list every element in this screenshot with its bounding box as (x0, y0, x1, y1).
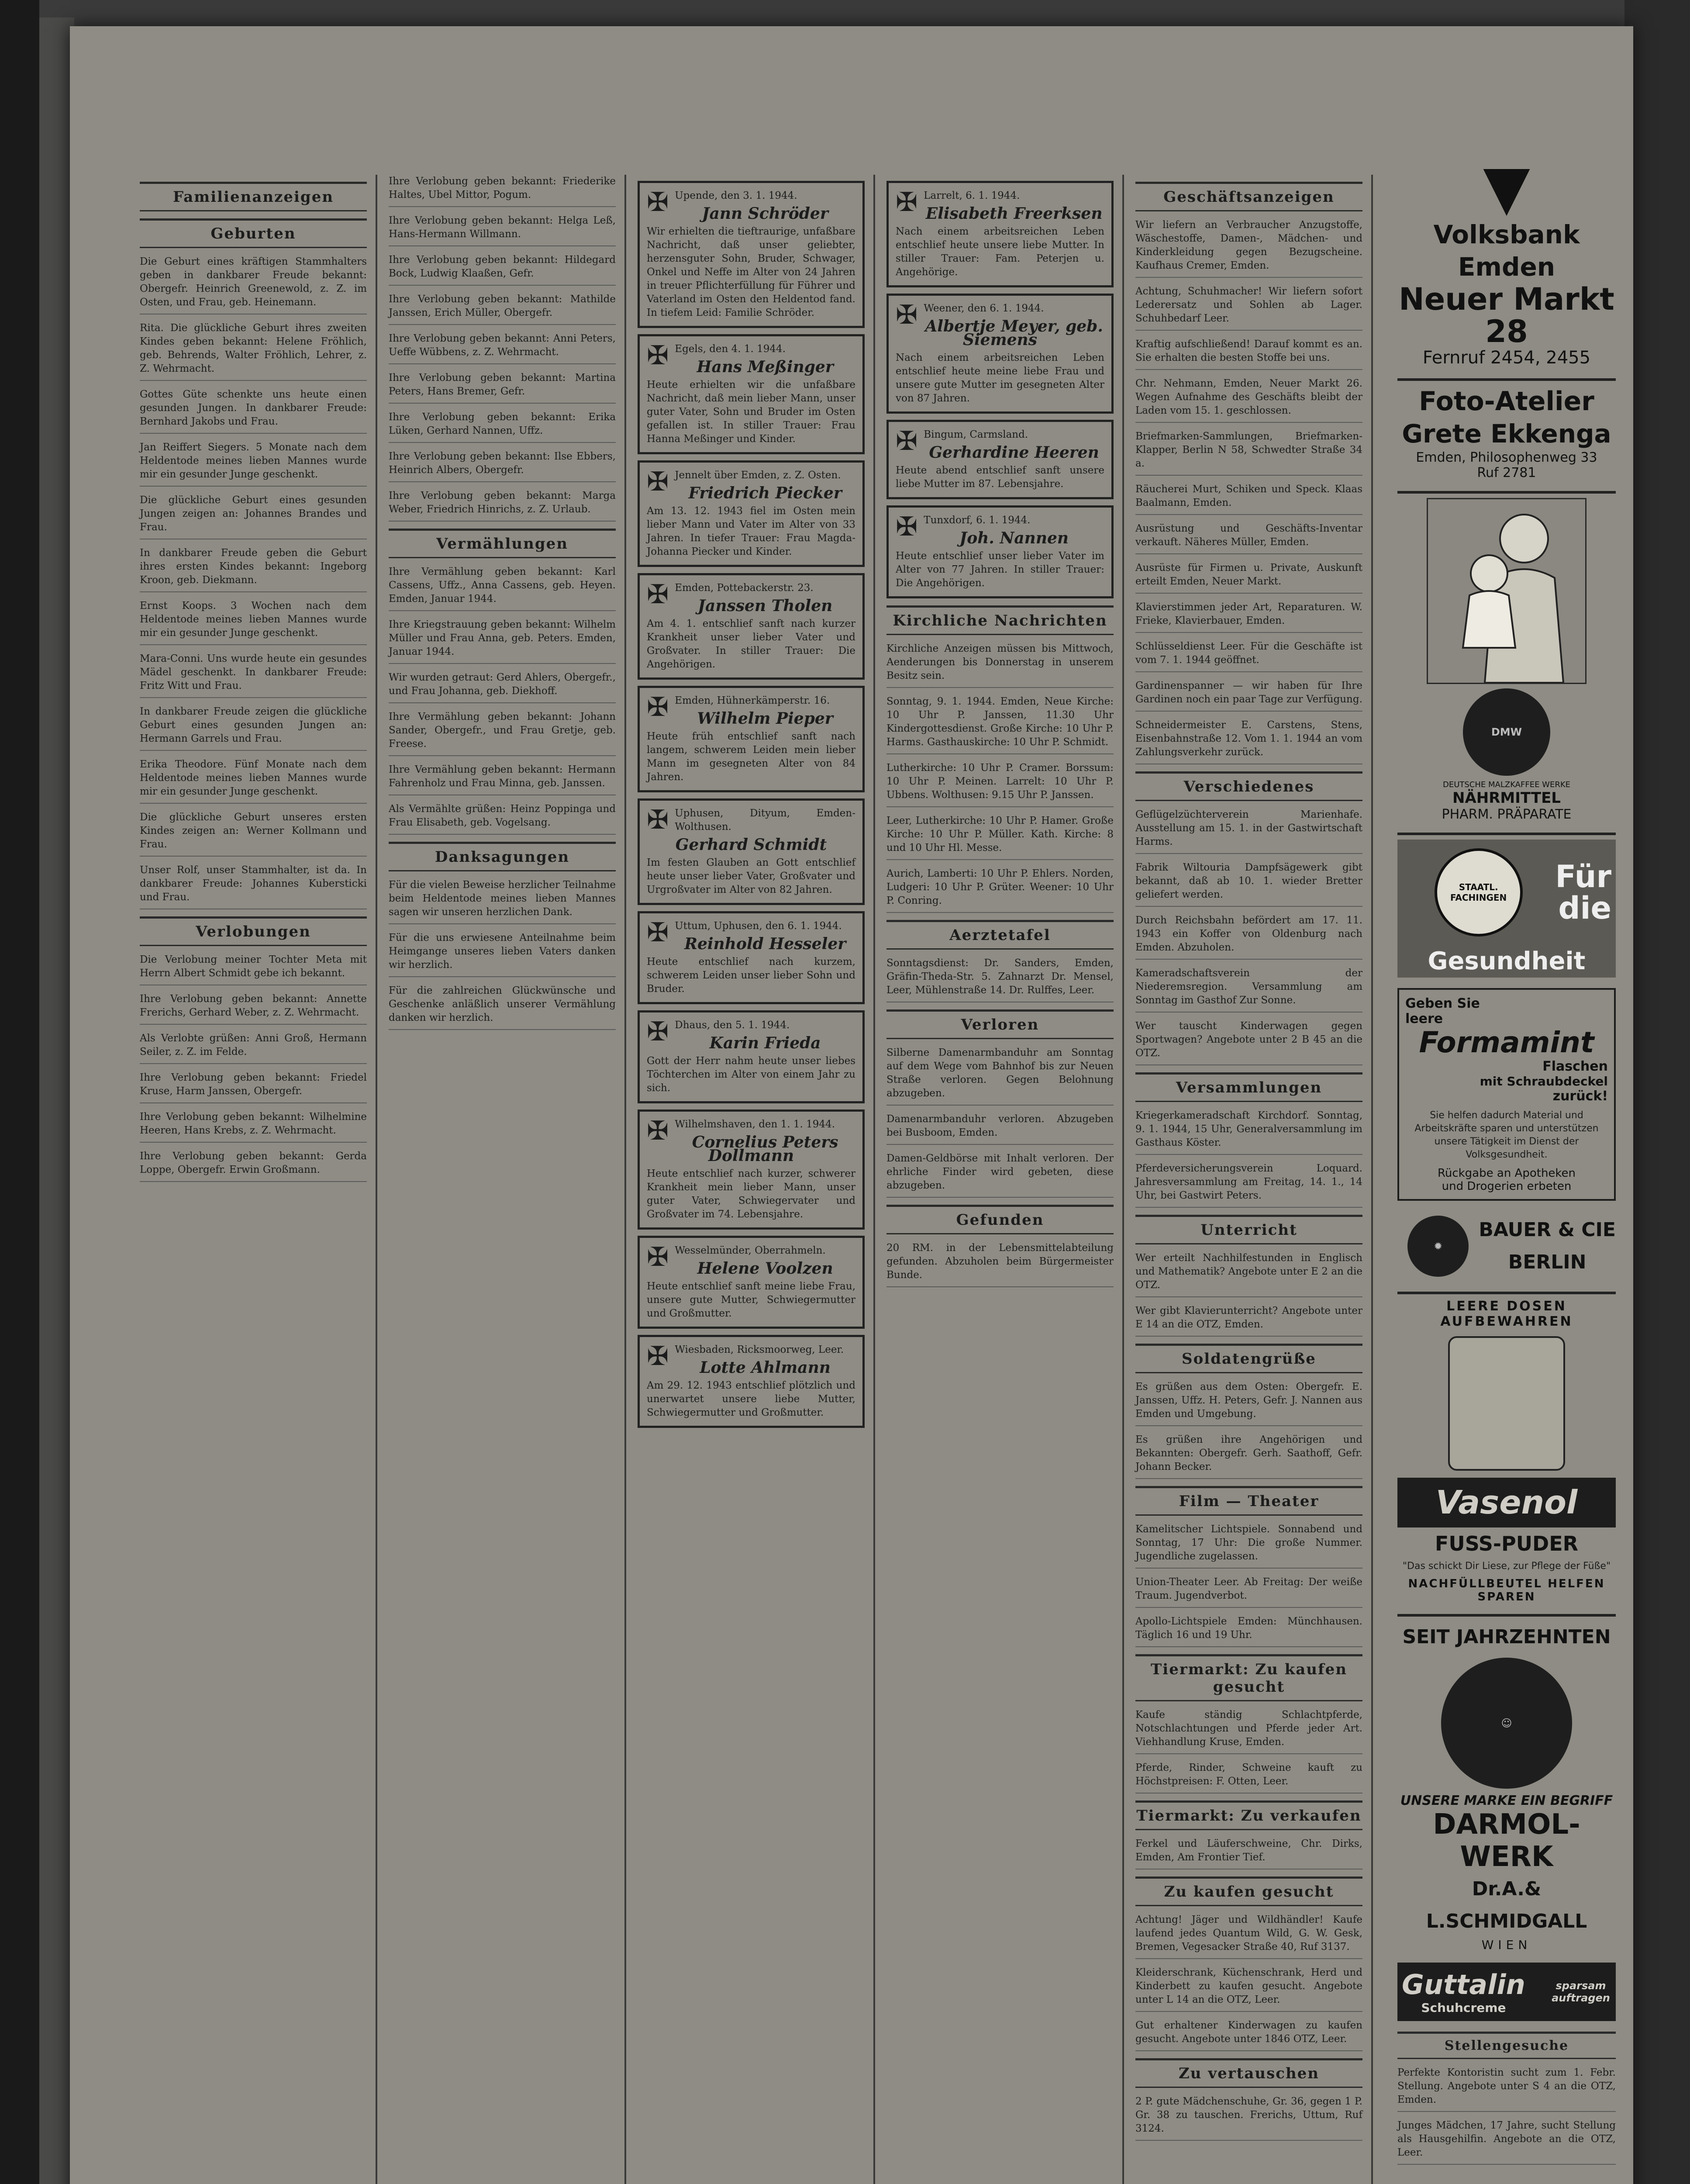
notice-text: Wir wurden getraut: Gerd Ahlers, Obergefr., und Frau Johanna, geb. Diekhoff. (389, 671, 616, 703)
notice-text: Räucherei Murt, Schiken und Speck. Klaas Baalmann, Emden. (1135, 483, 1362, 515)
notice-text: Ausrüste für Firmen u. Private, Auskunft erteilt Emden, Neuer Markt. (1135, 561, 1362, 594)
death-place: Emden, Pottebackerstr. 23. (675, 582, 814, 594)
iron-cross-icon: ✠ (647, 1116, 669, 1146)
notice-text: Kirchliche Anzeigen müssen bis Mittwoch, Aenderungen bis Donnerstag in unserem Besitz sein. (886, 642, 1114, 688)
death-name: Wilhelm Pieper (697, 709, 833, 728)
death-name: Joh. Nannen (959, 529, 1069, 547)
notice-text: Kleiderschrank, Küchenschrank, Herd und Kinderbett zu kaufen gesucht. Angebote unter L 14 an die OTZ, Leer. (1135, 1966, 1362, 2012)
section-heading: Geschäftsanzeigen (1135, 182, 1362, 211)
fachingen-slogan2: die (1558, 890, 1611, 926)
iron-cross-icon: ✠ (647, 1242, 669, 1272)
notice-text: Für die vielen Beweise herzlicher Teilnahme beim Heldentode meines lieben Mannes sagen wir unseren herzlichen Dank. (389, 878, 616, 924)
notice-text: Aurich, Lamberti: 10 Uhr P. Ehlers. Norden, Ludgeri: 10 Uhr P. Grüter. Weener: 10 Uhr P. Conring. (886, 867, 1114, 913)
fachingen-brand: STAATL. FACHINGEN (1450, 882, 1507, 903)
notice-text: Ihre Verlobung geben bekannt: Friederike Haltes, Ubel Mittor, Pogum. (389, 175, 616, 207)
notice-text: Pferdeversicherungsverein Loquard. Jahresversammlung am Freitag, 14. 1., 14 Uhr, bei Gastwirt Peters. (1135, 1162, 1362, 1208)
iron-cross-icon: ✠ (896, 187, 918, 218)
notice-text: In dankbarer Freude geben die Geburt ihres ersten Kindes bekannt: Ingeborg Kroon, geb. Diekmann. (140, 546, 367, 592)
notice-text: Ihre Verlobung geben bekannt: Anni Peters, Ueffe Wübbens, z. Z. Wehrmacht. (389, 332, 616, 364)
notice-text: Wir liefern an Verbraucher Anzugstoffe, Wäschestoffe, Damen-, Mädchen- und Kinderkleidung gegen Bezugscheine. Kaufhaus Cremer, Emden. (1135, 218, 1362, 278)
notice-text: Ferkel und Läuferschweine, Chr. Dirks, Emden, Am Frontier Tief. (1135, 1837, 1362, 1870)
death-place: Wesselmünder, Oberrahmeln. (675, 1245, 826, 1256)
death-place: Tunxdorf, 6. 1. 1944. (924, 515, 1031, 526)
notice-text: Die glückliche Geburt eines gesunden Jungen zeigen an: Johannes Brandes und Frau. (140, 494, 367, 539)
notice-text: Gottes Güte schenkte uns heute einen gesunden Jungen. In dankbarer Freude: Bernhard Jakobs und Frau. (140, 388, 367, 434)
death-text: Am 4. 1. entschlief sanft nach kurzer Krankheit unser lieber Vater und Großvater. In stiller Trauer: Die Angehörigen. (647, 618, 855, 670)
notice-text: Erika Theodore. Fünf Monate nach dem Heldentode meines lieben Mannes wurde mir ein gesunder Junge geschenkt. (140, 758, 367, 804)
death-name: Reinhold Hesseler (684, 935, 846, 953)
scanner-edge-right (1624, 0, 1690, 2184)
death-text: Nach einem arbeitsreichen Leben entschlief heute unsere liebe Mutter. In stiller Trauer: Fam. Peterjen u. Angehörige. (896, 226, 1104, 278)
notice-text: Ernst Koops. 3 Wochen nach dem Heldentode meines lieben Mannes wurde mir ein gesunder Junge geschenkt. (140, 599, 367, 645)
bauer-brand: BAUER & CIE (1479, 1219, 1616, 1241)
section-heading: Zu vertauschen (1135, 2058, 1362, 2088)
stellengesuche-list (1397, 2066, 1616, 2165)
photo-address: Emden, Philosophenweg 33 (1416, 450, 1597, 465)
notice-text: Ihre Verlobung geben bekannt: Martina Peters, Hans Bremer, Gefr. (389, 371, 616, 404)
notice-text: Chr. Nehmann, Emden, Neuer Markt 26. Wegen Aufnahme des Geschäfts bleibt der Laden vom 15. 1. geschlossen. (1135, 377, 1362, 423)
death-text: Am 29. 12. 1943 entschlief plötzlich und unerwartet unsere liebe Mutter, Schwiegermutter und Großmutter. (647, 1380, 855, 1418)
iron-cross-icon: ✠ (647, 579, 669, 610)
section-heading: Kirchliche Nachrichten (886, 605, 1114, 635)
notice-text: Sonntagsdienst: Dr. Sanders, Emden, Gräfin-Theda-Str. 5. Zahnarzt Dr. Mensel, Leer, Mühlenstraße 14. Dr. Rulffes, Leer. (886, 957, 1114, 1002)
ad-volksbank (1397, 152, 1616, 368)
scanner-edge-left (0, 0, 39, 2184)
woman-illustration-icon (1448, 1336, 1565, 1471)
guttalin-note: sparsam auftragen (1552, 1980, 1610, 2004)
notice-text: Klavierstimmen jeder Art, Reparaturen. W. Frieke, Klavierbauer, Emden. (1135, 601, 1362, 633)
mother-child-icon (1428, 499, 1585, 683)
death-place: Weener, den 6. 1. 1944. (924, 303, 1044, 314)
section-heading: Verlobungen (140, 916, 367, 946)
notice-text: Briefmarken-Sammlungen, Briefmarken-Klapper, Berlin N 58, Schwedter Straße 34 a. (1135, 430, 1362, 476)
formamint-foot1: Rückgabe an Apotheken (1437, 1167, 1576, 1180)
ad-guttalin (1397, 1963, 1616, 2021)
notice-text: Silberne Damenarmbanduhr am Sonntag auf dem Wege vom Bahnhof bis zur Neuen Straße verloren. Gegen Belohnung abzugeben. (886, 1046, 1114, 1106)
notice-text: Es grüßen ihre Angehörigen und Bekannten: Obergefr. Gerh. Saathoff, Gefr. Johann Becker. (1135, 1433, 1362, 1479)
notice-text: Union-Theater Leer. Ab Freitag: Der weiße Traum. Jugendverbot. (1135, 1576, 1362, 1608)
death-text: Heute entschlief nach kurzem, schwerem Leiden unser lieber Sohn und Bruder. (647, 956, 855, 995)
notice-text: Achtung, Schuhmacher! Wir liefern sofort Lederersatz und Sohlen ab Lager. Schuhbedarf Leer. (1135, 285, 1362, 331)
death-text: Heute entschlief unser lieber Vater im Alter von 77 Jahren. In stiller Trauer: Die Angehörigen. (896, 550, 1104, 589)
death-place: Larrelt, 6. 1. 1944. (924, 190, 1020, 201)
death-notice (638, 181, 865, 328)
death-place: Jennelt über Emden, z. Z. Osten. (675, 470, 841, 481)
death-notice (638, 1335, 865, 1428)
stellengesuch-text: Junges Mädchen, 17 Jahre, sucht Stellung als Hausgehilfin. Angebote an die OTZ, Leer. (1397, 2119, 1616, 2165)
section-heading: Verschiedenes (1135, 771, 1362, 801)
mother-child-illustration (1427, 498, 1587, 684)
darmol-arc: UNSERE MARKE EIN BEGRIFF (1400, 1793, 1613, 1808)
notice-text: Pferde, Rinder, Schweine kauft zu Höchstpreisen: F. Otten, Leer. (1135, 1761, 1362, 1794)
death-text: Heute abend entschlief sanft unsere liebe Mutter im 87. Lebensjahre. (896, 465, 1104, 490)
death-name: Gerhard Schmidt (675, 836, 827, 854)
formamint-t3: zurück! (1552, 1089, 1608, 1104)
notice-text: Wer tauscht Kinderwagen gegen Sportwagen? Angebote unter 2 B 45 an die OTZ. (1135, 1019, 1362, 1065)
notice-text: Jan Reiffert Siegers. 5 Monate nach dem Heldentode meines lieben Mannes wurde mir ein gesunder Junge geschenkt. (140, 441, 367, 487)
death-notice (638, 573, 865, 680)
iron-cross-icon: ✠ (647, 1341, 669, 1372)
notice-text: Schneidermeister E. Carstens, Stens, Eisenbahnstraße 12. Vom 1. 1. 1944 an vom Zahlungsverkehr zurück. (1135, 719, 1362, 764)
photo-line1: Foto-Atelier (1419, 386, 1594, 417)
notice-text: Die glückliche Geburt unseres ersten Kindes zeigen an: Werner Kollmann und Frau. (140, 811, 367, 857)
notice-text: Geflügelzüchterverein Marienhafe. Ausstellung am 15. 1. in der Gastwirtschaft Harms. (1135, 808, 1362, 854)
death-text: Heute entschlief sanft meine liebe Frau, unsere gute Mutter, Schwiegermutter und Großmutter. (647, 1281, 855, 1319)
death-place: Dhaus, den 5. 1. 1944. (675, 1019, 790, 1031)
notice-text: Die Verlobung meiner Tochter Meta mit Herrn Albert Schmidt gebe ich bekannt. (140, 953, 367, 985)
column-2 (380, 175, 626, 2184)
notice-text: Ihre Verlobung geben bekannt: Gerda Loppe, Obergefr. Erwin Großmann. (140, 1150, 367, 1182)
notice-text: 2 P. gute Mädchenschuhe, Gr. 36, gegen 1 P. Gr. 38 zu tauschen. Frerichs, Uttum, Ruf 3124. (1135, 2095, 1362, 2141)
death-name: Cornelius Peters Dollmann (692, 1133, 838, 1165)
notice-text: Ihre Verlobung geben bekannt: Helga Leß, Hans-Hermann Willmann. (389, 214, 616, 246)
death-notice (886, 420, 1114, 499)
notice-text: Damenarmbanduhr verloren. Abzugeben bei Busboom, Emden. (886, 1113, 1114, 1145)
notice-text: Die Geburt eines kräftigen Stammhalters geben in dankbarer Freude bekannt: Obergefr. Heinrich Greenewold, z. Z. im Osten, und Frau, geb. Heinemann. (140, 255, 367, 314)
col5-sections (1135, 182, 1362, 2141)
death-text: Nach einem arbeitsreichen Leben entschlief heute meine liebe Frau und unsere gute Mutter im gesegneten Alter von 87 Jahren. (896, 352, 1104, 404)
section-heading: Film — Theater (1135, 1486, 1362, 1516)
section-heading: Vermählungen (389, 529, 616, 558)
death-name: Gerhardine Heeren (929, 443, 1099, 462)
formamint-intro1: Geben Sie (1405, 996, 1480, 1011)
death-name: Friedrich Piecker (688, 484, 842, 502)
section-heading: Unterricht (1135, 1215, 1362, 1244)
dmw-badge-icon (1463, 688, 1550, 776)
notice-text: 20 RM. in der Lebensmittelabteilung gefunden. Abzuholen beim Bürgermeister Bunde. (886, 1241, 1114, 1287)
col1-sections (140, 218, 367, 1182)
death-notice (886, 505, 1114, 598)
section-heading: Geburten (140, 218, 367, 248)
iron-cross-icon: ✠ (647, 692, 669, 722)
notice-text: Ihre Kriegstrauung geben bekannt: Wilhelm Müller und Frau Anna, geb. Peters. Emden, Januar 1944. (389, 618, 616, 664)
notice-text: Sonntag, 9. 1. 1944. Emden, Neue Kirche: 10 Uhr P. Janssen, 11.30 Uhr Kindergottesdienst. Große Kirche: 10 Uhr P. Harms. Gasthauskirche: 10 Uhr P. Schmidt. (886, 695, 1114, 754)
naehrmittel-brand: DEUTSCHE MALZKAFFEE WERKE (1442, 780, 1571, 789)
bauer-city: BERLIN (1508, 1251, 1587, 1273)
death-notice (638, 334, 865, 454)
notice-text: Kaufe ständig Schlachtpferde, Notschlachtungen und Pferde jeder Art. Viehhandlung Kruse, Emden. (1135, 1708, 1362, 1754)
ad-fachingen (1397, 840, 1616, 945)
notice-text: Lutherkirche: 10 Uhr P. Cramer. Borssum: 10 Uhr P. Meinen. Larrelt: 10 Uhr P. Ubbens. Wolthusen: 9.15 Uhr P. Janssen. (886, 761, 1114, 807)
col4-sections (886, 605, 1114, 1287)
death-notice (638, 911, 865, 1004)
bauer-sun-logo-icon: ✹ (1407, 1216, 1469, 1277)
ad-darmol (1397, 1621, 1616, 1952)
death-notice (638, 798, 865, 905)
section-heading: Versammlungen (1135, 1072, 1362, 1102)
death-place: Wilhelmshaven, den 1. 1. 1944. (675, 1119, 835, 1130)
divider (1397, 1614, 1616, 1617)
ad-vasenol (1397, 1299, 1616, 1603)
section-heading: Gefunden (886, 1205, 1114, 1234)
death-text: Heute erhielten wir die unfaßbare Nachricht, daß mein lieber Mann, unser guter Vater, Sohn und Bruder im Osten gefallen ist. In stiller Trauer: Frau Hanna Meßinger und Kinder. (647, 379, 855, 445)
formamint-intro2: leere (1405, 1011, 1443, 1026)
death-text: Wir erhielten die tieftraurige, unfaßbare Nachricht, daß unser geliebter, herzensguter Sohn, Bruder, Schwager, Onkel und Neffe im Alter von 24 Jahren in treuer Pflichterfüllung für Führer und Vaterland im Osten den Heldentod fand. In tiefem Leid: Familie Schröder. (647, 226, 855, 318)
death-text: Heute früh entschlief sanft nach langem, schwerem Leiden mein lieber Mann im gesegneten Alter von 84 Jahren. (647, 731, 855, 783)
notice-text: Durch Reichsbahn befördert am 17. 11. 1943 ein Koffer von Oldenburg nach Emden. Abzuholen. (1135, 914, 1362, 960)
death-place: Upende, den 3. 1. 1944. (675, 190, 797, 201)
darmol-owner: Dr.A.& L.SCHMIDGALL (1426, 1878, 1587, 1932)
section-heading: Tiermarkt: Zu kaufen gesucht (1135, 1654, 1362, 1701)
col2-sections (389, 175, 616, 1030)
ad-foto-atelier (1397, 385, 1616, 480)
vasenol-brand: Vasenol (1397, 1478, 1616, 1527)
column-3 (629, 175, 875, 2184)
iron-cross-icon: ✠ (647, 917, 669, 948)
column-1 (131, 175, 377, 2184)
death-place: Bingum, Carmsland. (924, 429, 1028, 440)
divider (1397, 491, 1616, 494)
section-heading: Soldatengrüße (1135, 1344, 1362, 1373)
death-name: Helene Voolzen (697, 1259, 833, 1278)
death-place: Uttum, Uphusen, den 6. 1. 1944. (675, 920, 842, 932)
notice-text: Kraftig aufschließend! Darauf kommt es an. Sie erhalten die besten Stoffe bei uns. (1135, 338, 1362, 370)
notice-text: Ihre Verlobung geben bekannt: Mathilde Janssen, Erich Müller, Obergefr. (389, 293, 616, 325)
darmol-city: WIEN (1481, 1938, 1532, 1952)
divider (1397, 833, 1616, 835)
notice-text: Ihre Vermählung geben bekannt: Johann Sander, Obergefr., und Frau Gretje, geb. Freese. (389, 710, 616, 756)
divider (1397, 1292, 1616, 1294)
darmol-brand: DARMOL-WERK (1433, 1808, 1580, 1873)
notice-text: Wer gibt Klavierunterricht? Angebote unter E 14 an die OTZ, Emden. (1135, 1304, 1362, 1337)
iron-cross-icon: ✠ (896, 426, 918, 456)
death-name: Karin Frieda (709, 1034, 821, 1052)
col4-deaths (886, 181, 1114, 598)
section-heading: Zu kaufen gesucht (1135, 1876, 1362, 1906)
section-heading: Danksagungen (389, 842, 616, 871)
iron-cross-icon: ✠ (896, 300, 918, 330)
notice-text: Kriegerkameradschaft Kirchdorf. Sonntag, 9. 1. 1944, 15 Uhr, Generalversammlung im Gasthaus Köster. (1135, 1109, 1362, 1155)
photo-ruf: Ruf 2781 (1477, 465, 1536, 480)
naehrmittel-sub: PHARM. PRÄPARATE (1442, 807, 1572, 822)
page-content (131, 140, 1616, 2184)
iron-cross-icon: ✠ (647, 187, 669, 218)
notice-text: Leer, Lutherkirche: 10 Uhr P. Hamer. Große Kirche: 10 Uhr P. Müller. Kath. Kirche: 8 und 10 Uhr Hl. Messe. (886, 814, 1114, 860)
vasenol-arc: LEERE DOSEN AUFBEWAHREN (1440, 1299, 1573, 1329)
notice-text: Ihre Verlobung geben bekannt: Wilhelmine Heeren, Hans Krebs, z. Z. Wehrmacht. (140, 1110, 367, 1143)
fachingen-seal-icon (1435, 848, 1523, 936)
section-heading: Aerztetafel (886, 920, 1114, 950)
death-name: Hans Meßinger (697, 358, 834, 376)
notice-text: Unser Rolf, unser Stammhalter, ist da. In dankbarer Freude: Johannes Kubersticki und Frau. (140, 864, 367, 909)
notice-text: Wer erteilt Nachhilfestunden in Englisch und Mathematik? Angebote unter E 2 an die OTZ. (1135, 1251, 1362, 1297)
death-text: Gott der Herr nahm heute unser liebes Töchterchen im Alter von einem Jahr zu sich. (647, 1055, 855, 1094)
fachingen-slogan1: Für (1555, 859, 1611, 895)
iron-cross-icon: ✠ (896, 511, 918, 542)
notice-text: Schlüsseldienst Leer. Für die Geschäfte ist vom 7. 1. 1944 geöffnet. (1135, 640, 1362, 672)
death-name: Jann Schröder (702, 204, 828, 223)
notice-text: Ihre Verlobung geben bekannt: Annette Frerichs, Gerhard Weber, z. Z. Wehrmacht. (140, 992, 367, 1025)
notice-text: Als Verlobte grüßen: Anni Groß, Hermann Seiler, z. Z. im Felde. (140, 1032, 367, 1064)
notice-text: Fabrik Wiltouria Dampfsägewerk gibt bekannt, daß ab 10. 1. wieder Bretter geliefert werden. (1135, 861, 1362, 907)
notice-text: Für die zahlreichen Glückwünsche und Geschenke anläßlich unserer Vermählung danken wir herzlich. (389, 984, 616, 1030)
iron-cross-icon: ✠ (647, 467, 669, 497)
notice-text: Achtung! Jäger und Wildhändler! Kaufe laufend jedes Quantum Wild, G. W. Gesk, Bremen, Vegesacker Straße 40, Ruf 3137. (1135, 1913, 1362, 1959)
guttalin-sub: Schuhcreme (1421, 2001, 1506, 2015)
vasenol-arc2: NACHFÜLLBEUTEL HELFEN SPAREN (1408, 1577, 1605, 1603)
notice-text: Damen-Geldbörse mit Inhalt verloren. Der ehrliche Finder wird gebeten, diese abzugeben. (886, 1152, 1114, 1198)
notice-text: Ihre Vermählung geben bekannt: Hermann Fahrenholz und Frau Minna, geb. Janssen. (389, 763, 616, 795)
formamint-t1: Flaschen (1542, 1059, 1608, 1074)
ad-bauer (1397, 1211, 1616, 1281)
naehrmittel-line: NÄHRMITTEL (1452, 789, 1561, 807)
death-place: Emden, Hühnerkämperstr. 16. (675, 695, 830, 706)
page-stack-edge (39, 17, 74, 2184)
death-notice (886, 181, 1114, 287)
vasenol-product: FUSS-PUDER (1435, 1532, 1579, 1555)
notice-text: Rita. Die glückliche Geburt ihres zweiten Kindes geben bekannt: Helene Fröhlich, geb. Behrends, Walter Fröhlich, Lehrer, z. Z. Wehrmacht. (140, 321, 367, 381)
notice-text: Kameradschaftsverein der Niederemsregion. Versammlung am Sonntag im Gasthof Zur Sonne. (1135, 967, 1362, 1013)
notice-text: Gut erhaltener Kinderwagen zu kaufen gesucht. Angebote unter 1846 OTZ, Leer. (1135, 2019, 1362, 2051)
ad-naehrmittel (1397, 498, 1616, 822)
death-name: Elisabeth Freerksen (925, 204, 1103, 223)
guttalin-brand: Guttalin (1402, 1969, 1525, 2001)
column-5 (1127, 175, 1373, 2184)
iron-cross-icon: ✠ (647, 805, 669, 835)
fachingen-slogan3: Gesundheit (1397, 945, 1616, 978)
volksbank-address: Neuer Markt 28 (1399, 281, 1614, 349)
notice-text: Ihre Verlobung geben bekannt: Friedel Kruse, Harm Janssen, Obergefr. (140, 1071, 367, 1103)
notice-text: Ihre Verlobung geben bekannt: Marga Weber, Friedrich Hinrichs, z. Z. Urlaub. (389, 489, 616, 522)
section-title-familienanzeigen: Familienanzeigen (140, 182, 367, 211)
volksbank-name: Volksbank Emden (1433, 220, 1580, 282)
death-text: Im festen Glauben an Gott entschlief heute unser lieber Vater, Großvater und Urgroßvater im Alter von 82 Jahren. (647, 857, 855, 895)
death-notice (638, 686, 865, 792)
dmw-badge: DMW (1491, 726, 1522, 738)
volksbank-phone: Fernruf 2454, 2455 (1422, 348, 1591, 368)
darmol-chimney-sweep-icon: ☺ (1441, 1658, 1572, 1789)
stellengesuch-text: Perfekte Kontoristin sucht zum 1. Febr. Stellung. Angebote unter S 4 an die OTZ, Emden. (1397, 2066, 1616, 2112)
col3-deaths (629, 181, 873, 1428)
photo-line2: Grete Ekkenga (1402, 419, 1611, 449)
iron-cross-icon: ✠ (647, 1016, 669, 1047)
notice-text: Apollo-Lichtspiele Emden: Münchhausen. Täglich 16 und 19 Uhr. (1135, 1615, 1362, 1647)
notice-text: In dankbarer Freude zeigen die glückliche Geburt eines gesunden Jungen an: Hermann Garrels und Frau. (140, 705, 367, 751)
death-place: Wiesbaden, Ricksmoorweg, Leer. (675, 1344, 844, 1355)
formamint-foot2: und Drogerien erbeten (1442, 1180, 1572, 1193)
section-heading: Tiermarkt: Zu verkaufen (1135, 1800, 1362, 1830)
notice-text: Als Vermählte grüßen: Heinz Poppinga und Frau Elisabeth, geb. Vogelsang. (389, 802, 616, 835)
formamint-body: Sie helfen dadurch Material und Arbeitskräfte sparen und unterstützen unsere Tätigkeit im Dienst der Volksgesundheit. (1414, 1110, 1599, 1160)
notice-text: Gardinenspanner — wir haben für Ihre Gardinen noch ein paar Tage zur Verfügung. (1135, 679, 1362, 712)
divider (1397, 378, 1616, 381)
notice-text: Kamelitscher Lichtspiele. Sonnabend und Sonntag, 17 Uhr: Die große Nummer. Jugendliche zugelassen. (1135, 1523, 1362, 1569)
formamint-t2: mit Schraubdeckel (1480, 1074, 1608, 1089)
death-text: Heute entschlief nach kurzer, schwerer Krankheit mein lieber Mann, unser guter Vater, Schwiegervater und Großvater im 74. Lebensjahre. (647, 1168, 855, 1220)
volksbank-logo-icon: ▼ (1483, 152, 1530, 223)
notice-text: Mara-Conni. Uns wurde heute ein gesundes Mädel geschenkt. In dankbarer Freude: Fritz Witt und Frau. (140, 652, 367, 698)
section-heading: Verloren (886, 1009, 1114, 1039)
newspaper-page (70, 26, 1633, 2184)
death-notice (638, 1109, 865, 1230)
death-place: Uphusen, Dityum, Emden-Wolthusen. (675, 808, 855, 833)
darmol-top: SEIT JAHRZEHNTEN (1402, 1626, 1611, 1648)
death-place: Egels, den 4. 1. 1944. (675, 343, 786, 355)
iron-cross-icon: ✠ (647, 340, 669, 371)
death-name: Lotte Ahlmann (700, 1358, 831, 1377)
death-notice (638, 460, 865, 567)
death-notice (886, 294, 1114, 414)
notice-text: Ihre Verlobung geben bekannt: Ilse Ebbers, Heinrich Albers, Obergefr. (389, 450, 616, 482)
formamint-brand: Formamint (1419, 1026, 1594, 1059)
ad-formamint (1397, 988, 1616, 1201)
death-notice (638, 1236, 865, 1329)
section-title-stellengesuche: Stellengesuche (1397, 2032, 1616, 2059)
column-4 (878, 175, 1124, 2184)
notice-text: Ihre Vermählung geben bekannt: Karl Cassens, Uffz., Anna Cassens, geb. Heyen. Emden, Januar 1944. (389, 565, 616, 611)
advertisement-column (1397, 152, 1616, 2184)
notice-text: Es grüßen aus dem Osten: Obergefr. E. Janssen, Uffz. H. Peters, Gefr. J. Nannen aus Emden und Umgebung. (1135, 1380, 1362, 1426)
death-notice (638, 1010, 865, 1103)
vasenol-slogan: "Das schickt Dir Liese, zur Pflege der Füße" (1402, 1561, 1611, 1572)
notice-text: Für die uns erwiesene Anteilnahme beim Heimgange unseres lieben Vaters danken wir herzlich. (389, 931, 616, 977)
death-name: Janssen Tholen (697, 597, 833, 615)
notice-text: Ihre Verlobung geben bekannt: Hildegard Bock, Ludwig Klaaßen, Gefr. (389, 253, 616, 286)
notice-text: Ihre Verlobung geben bekannt: Erika Lüken, Gerhard Nannen, Uffz. (389, 411, 616, 443)
notice-text: Ausrüstung und Geschäfts-Inventar verkauft. Näheres Müller, Emden. (1135, 522, 1362, 554)
death-text: Am 13. 12. 1943 fiel im Osten mein lieber Mann und Vater im Alter von 33 Jahren. In tiefer Trauer: Frau Magda-Johanna Piecker und Kinder. (647, 505, 855, 557)
death-name: Albertje Meyer, geb. Siemens (925, 317, 1103, 349)
